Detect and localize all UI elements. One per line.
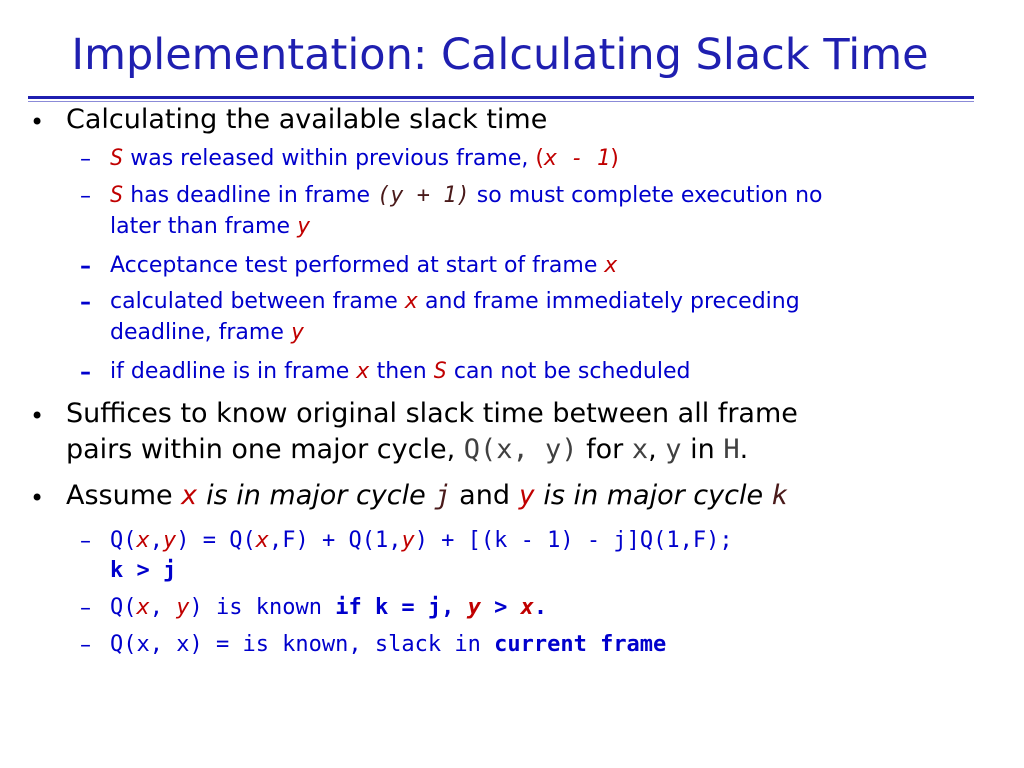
sub-bullet-1 <box>110 146 619 171</box>
var-x: x <box>136 528 150 553</box>
paren: ) <box>610 146 619 171</box>
text: Suffices to know original slack time between all frame <box>66 398 798 429</box>
var-y: y <box>163 528 177 553</box>
text: and frame immediately preceding <box>418 289 800 314</box>
text: Acceptance test performed at start of frame <box>110 253 605 278</box>
text: can not be scheduled <box>446 359 691 384</box>
code-x: x <box>631 434 649 465</box>
formula-3 <box>110 632 666 657</box>
var-x: x <box>520 595 534 620</box>
var-s: S <box>110 183 124 208</box>
dash-marker: – <box>80 290 91 315</box>
code: ) + [(k - 1) - j]Q(1,F); <box>414 528 733 553</box>
code: Q( <box>110 595 137 620</box>
formula-2 <box>110 595 547 620</box>
text: if deadline is in frame <box>110 359 357 384</box>
code-qxy: Q(x, y) <box>463 434 578 465</box>
dash-marker: – <box>80 184 91 209</box>
title-underline-thin <box>28 101 974 102</box>
sub-bullet-2 <box>110 183 823 208</box>
var-j: j <box>434 480 451 511</box>
text: calculated between frame <box>110 289 405 314</box>
text: Assume <box>66 480 182 511</box>
text: so must complete execution no <box>469 183 823 208</box>
bullet-1-text: Calculating the available slack time <box>66 104 548 135</box>
text: then <box>369 359 434 384</box>
sub-bullet-4-cont <box>110 320 304 345</box>
code: ) is known <box>189 595 336 620</box>
text: later than frame <box>110 214 298 239</box>
bullet-3 <box>66 480 788 511</box>
dash-marker: – <box>80 596 91 621</box>
formula-1-cond <box>110 558 176 583</box>
sub-bullet-5 <box>110 359 690 384</box>
var-y: y <box>176 595 190 620</box>
dash-marker: – <box>80 529 91 554</box>
slide-title: Implementation: Calculating Slack Time <box>71 30 929 80</box>
dash-marker: – <box>80 633 91 658</box>
emphasis: current frame <box>494 632 667 657</box>
text: deadline, frame <box>110 320 291 345</box>
var-x: x <box>404 289 419 314</box>
text: , <box>648 434 666 465</box>
bullet-marker: • <box>30 484 45 512</box>
var-x: x <box>255 528 269 553</box>
sub-bullet-3 <box>110 253 618 278</box>
code: , <box>149 528 163 553</box>
formula-1 <box>110 528 733 553</box>
code: ,F) + Q(1, <box>268 528 402 553</box>
sub-bullet-2-cont <box>110 214 310 239</box>
bullet-2 <box>66 398 798 429</box>
text: is in major cycle <box>197 480 435 511</box>
condition: if k = j, <box>335 595 468 620</box>
var-x: x <box>356 359 370 384</box>
var-y: y <box>518 480 535 511</box>
var-y: y <box>467 595 481 620</box>
condition: k > j <box>110 558 177 583</box>
text: is in major cycle <box>534 480 772 511</box>
var-x: x <box>181 480 198 511</box>
dash-marker: – <box>80 254 91 279</box>
var-s: S <box>110 146 124 171</box>
bullet-marker: • <box>30 108 45 136</box>
sub-bullet-4 <box>110 289 800 314</box>
code: > <box>480 595 521 620</box>
var-x: x <box>136 595 150 620</box>
var-k: k <box>771 480 788 511</box>
code-h: H <box>723 434 740 465</box>
title-underline <box>28 96 974 99</box>
var-s: S <box>433 359 447 384</box>
bullet-marker: • <box>30 402 45 430</box>
var-x: x <box>604 253 618 278</box>
dash-marker: – <box>80 147 91 172</box>
code: ) = Q( <box>176 528 256 553</box>
var-y: y <box>401 528 415 553</box>
code-y: y <box>665 434 682 465</box>
text: pairs within one major cycle, <box>66 434 464 465</box>
bullet-1 <box>66 104 547 135</box>
bullet-2-cont <box>66 434 748 465</box>
code: Q(x, x) = is known, slack in <box>110 632 495 657</box>
code: Q( <box>110 528 137 553</box>
text: was released within previous frame, <box>130 146 536 171</box>
var-x-minus-1: x - 1 <box>543 146 611 171</box>
text: has deadline in frame <box>130 183 378 208</box>
var-y-plus-1: (y + 1) <box>377 183 470 208</box>
paren: ( <box>535 146 544 171</box>
var-y: y <box>297 214 311 239</box>
text: . <box>739 434 749 465</box>
code: . <box>533 595 548 620</box>
code: , <box>149 595 177 620</box>
dash-marker: – <box>80 360 91 385</box>
var-y: y <box>290 320 305 345</box>
text: for <box>577 434 632 465</box>
text: and <box>450 480 519 511</box>
text: in <box>681 434 724 465</box>
